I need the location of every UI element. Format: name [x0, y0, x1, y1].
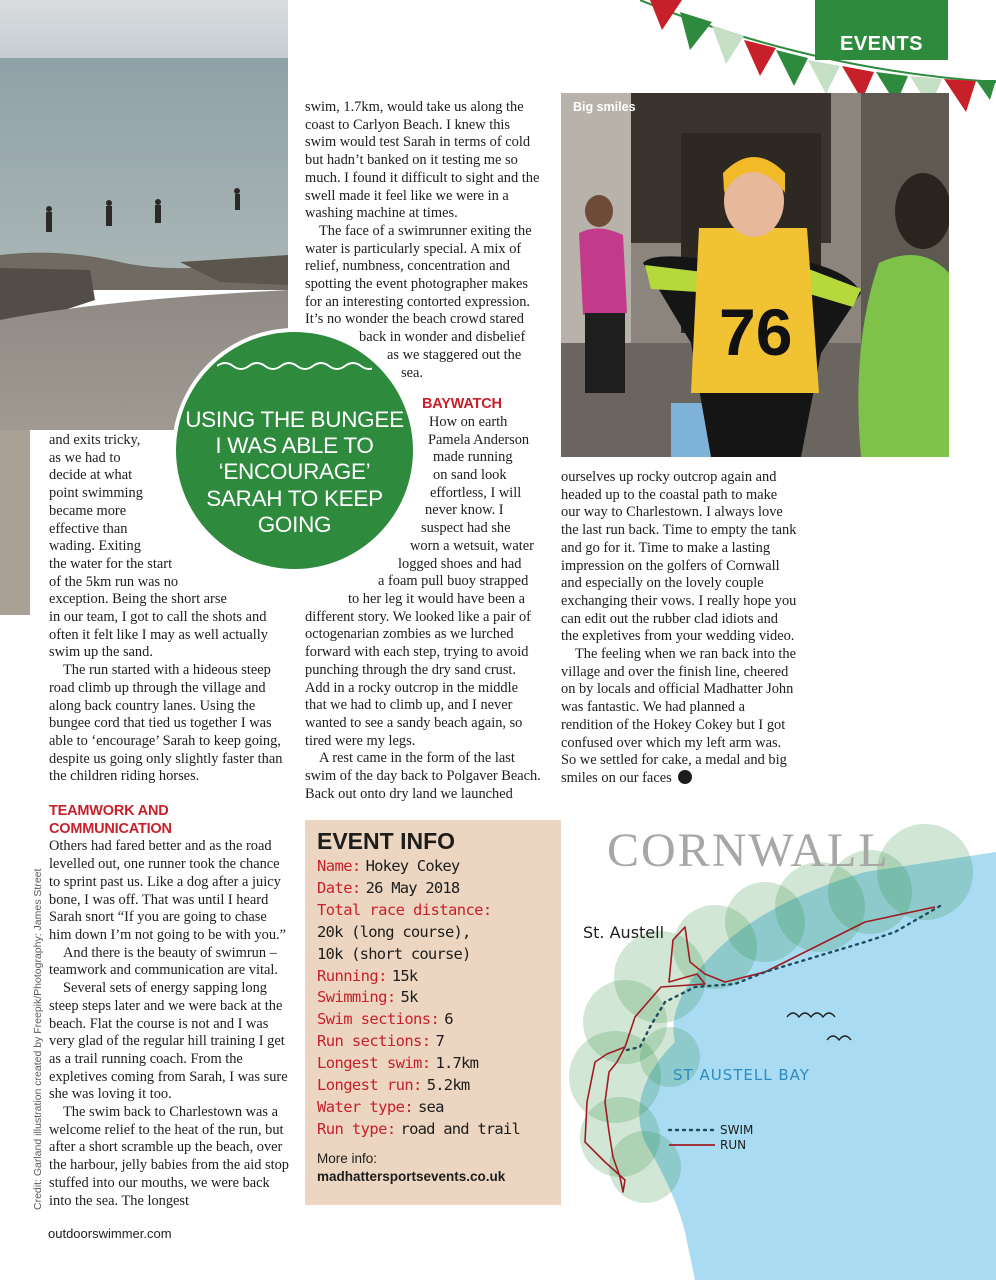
col1-para-6: The swim back to Charlestown was a welcome relief to the heat of the run, but after a short scramble up the beach, over the harbour, jelly babies from the aid stop stuffed into our mouths, we were back into the sea. The longest — [49, 1104, 290, 1209]
event-info-box — [305, 820, 561, 1205]
event-info-label: Water type: — [317, 1097, 414, 1116]
event-info-value: 15k — [391, 966, 418, 985]
event-info-row — [317, 1031, 557, 1053]
event-info-row — [317, 878, 557, 900]
col2-para-2: The face of a swimrunner exiting the water is particularly special. A mix of relief, numbness, concentration and spotting the event photographer makes for an interesting contorted expression. It’s no wonder the beach crowd stared back in wonder and disbelief as we staggered out the sea. — [305, 222, 532, 381]
race-bib-number: 76 — [719, 295, 793, 369]
legend-run-label: RUN — [720, 1138, 747, 1152]
event-info-value: Hokey Cokey — [365, 857, 460, 875]
event-info-row — [317, 944, 557, 966]
event-info-value: road and trail — [400, 1119, 520, 1138]
event-info-title: EVENT INFO — [317, 828, 456, 854]
col3-para-2: The feeling when we ran back into the village and over the finish line, cheered on by locals and official Madhatter John was fantastic. We had planned a rendition of the Hokey Cokey but I got confused over which my left arm was. So we settled for cake, a medal and big smiles on our faces — [561, 646, 796, 786]
event-info-value: 1.7km — [435, 1054, 479, 1073]
col2-para-4: A rest came in the form of the last swim of the day back to Polgaver Beach. Back out onto dry land we launched — [305, 750, 541, 802]
col1-para-2: The run started with a hideous steep road climb up through the village and along back country lanes. Using the bungee cord that tied us together I was able to ‘encourage’ Sarah to keep going, despite us going only slightly faster than the children riding horses. — [49, 662, 283, 785]
photo-caption: Big smiles — [573, 100, 636, 114]
section-label: EVENTS — [839, 33, 924, 55]
more-info-label: More info: — [317, 1151, 378, 1166]
more-info-link[interactable]: madhattersportsevents.co.uk — [317, 1169, 506, 1184]
event-info-value: 6 — [444, 1010, 453, 1029]
column-3 — [561, 469, 797, 788]
event-info-label: Total race distance: — [317, 900, 492, 919]
event-info-row — [317, 1097, 557, 1119]
event-info-rows — [317, 856, 557, 1141]
event-info-label: Longest swim: — [317, 1054, 431, 1073]
col3-para-1: ourselves up rocky outcrop again and headed up to the coastal path to make our way to Charlestown. I always love the last run back. Time to empty the tank and go for it. Time to make a lasting impression on the golfers of Cornwall and especially on the lovely couple exchanging their vows. I really hope you can edit out the rubber clad idiots and the expletives from your wedding video. — [561, 469, 797, 645]
map-title: CORNWALL — [607, 824, 890, 877]
event-info-row — [317, 900, 557, 922]
event-info-row — [317, 966, 557, 988]
legend-swim-label: SWIM — [720, 1123, 754, 1137]
section-tab — [815, 0, 948, 60]
event-info-value: 5k — [400, 988, 418, 1007]
photo-credit: Credit: Garland illustration created by Freepik/Photography: James Street — [32, 868, 44, 1210]
col1-para-4: And there is the beauty of swimrun – teamwork and communication are vital. — [49, 944, 278, 979]
event-info-label: Swim sections: — [317, 1010, 440, 1029]
event-info-value: 10k (short course) — [317, 944, 471, 963]
event-info-label: Name: — [317, 857, 361, 875]
event-info-label: Run type: — [317, 1119, 396, 1138]
event-info-row — [317, 1119, 557, 1141]
event-info-label: Swimming: — [317, 988, 396, 1007]
event-info-value: 7 — [435, 1032, 444, 1051]
column-2 — [305, 99, 543, 803]
col2-para-1: swim, 1.7km, would take us along the coast to Carlyon Beach. I knew this swim would test Sarah in terms of cold but hadn’t banked on it testing me so much. I found it difficult to sight and the swell made it feel like we were in a washing machine at times. — [305, 99, 540, 222]
event-info-row — [317, 1075, 557, 1097]
event-info-value: 26 May 2018 — [365, 878, 460, 897]
col1-para-3: Others had fared better and as the road levelled out, one runner took the chance to sprint past us. Like a dog after a juicy bone, I was off. That was until I heard Sarah snort “If you are going to chase him down I’m not going to be with you.” — [49, 838, 287, 943]
event-info-value: 5.2km — [426, 1076, 470, 1095]
event-info-label: Longest run: — [317, 1076, 422, 1095]
event-info-row — [317, 1009, 557, 1031]
event-info-value: 20k (long course), — [317, 922, 471, 941]
cornwall-map — [565, 812, 996, 1280]
event-info-label: Running: — [317, 966, 387, 985]
race-photo — [561, 93, 949, 457]
event-info-row — [317, 1053, 557, 1075]
col1-para-5: Several sets of energy sapping long steep steps later and we were back at the beach. Flat the course is not and I was very glad of the regular hill training I get as a trail running coach. From the expletives coming from Sarah, I was sure she was loving it too. — [49, 980, 288, 1103]
event-info-value: sea — [418, 1097, 444, 1116]
col1-para-1: and exits tricky, as we had to decide at what point swimming became more effective than wading. Exiting the water for the start of the 5km run was no exception. Being the short arse in our team, I got to call the shots and often it felt like I may as well actually swim up the sand. — [49, 432, 268, 661]
pull-quote-text: USING THE BUNGEE I WAS ABLE TO ‘ENCOURAGE’ SARAH TO KEEP GOING — [185, 407, 404, 537]
map-bay-label: ST AUSTELL BAY — [673, 1066, 810, 1084]
col2-para-3: How on earth Pamela Anderson made running on sand look effortless, I will never know. I suspect had she worn a wetsuit, water logged shoes and had a foam pull buoy strapped to her leg it would have been a different story. We looked like a pair of octogenarian zombies as we lurched forward with each step, trying to avoid punching through the dry sand crust. Add in a rocky outcrop in the middle that we had to climb up, and I never wanted to see a sandy beach again, so tired were my legs. — [305, 413, 534, 749]
end-mark-icon — [678, 770, 692, 784]
column-1 — [49, 432, 289, 1210]
section-heading-teamwork: TEAMWORK AND COMMUNICATION — [49, 803, 172, 837]
event-info-label: Date: — [317, 878, 361, 897]
event-info-label: Run sections: — [317, 1032, 431, 1051]
footer-url[interactable]: outdoorswimmer.com — [48, 1226, 172, 1241]
map-town-label: St. Austell — [583, 923, 665, 942]
event-info-row — [317, 987, 557, 1009]
event-info-row — [317, 922, 557, 944]
event-info-row — [317, 856, 557, 878]
section-heading-baywatch: BAYWATCH — [422, 396, 502, 413]
